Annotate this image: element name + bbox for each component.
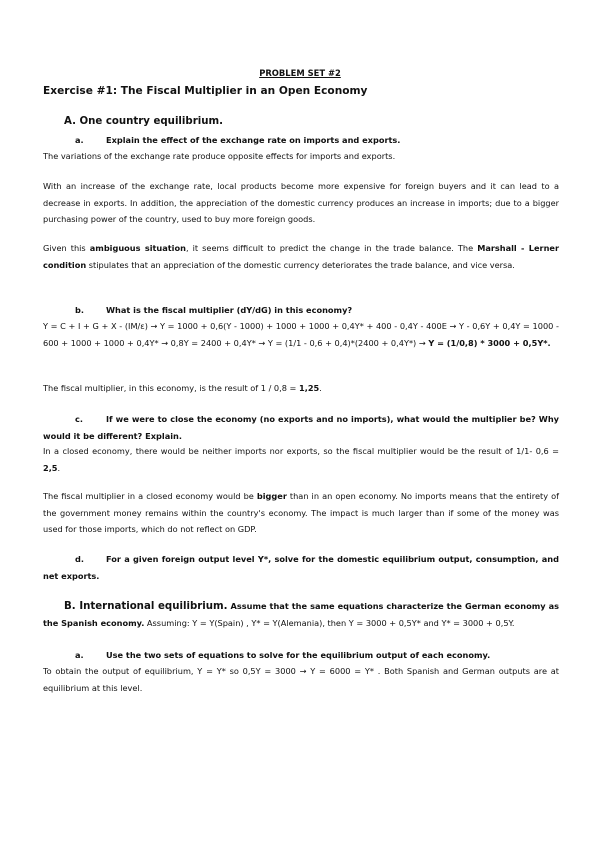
exercise-title: Exercise #1: The Fiscal Multiplier in an Open Economy	[43, 85, 368, 97]
section-b-heading: B. International equilibrium.	[64, 601, 228, 612]
question-b-text: What is the fiscal multiplier (dY/dG) in this economy?	[106, 305, 353, 315]
problem-set-title: PROBLEM SET #2	[259, 68, 341, 78]
text-run: stipulates that an appreciation of the domestic currency deteriorates the trade balance, and vice versa.	[86, 259, 515, 270]
question-b-a	[43, 647, 559, 664]
bold-run: ambiguous situation	[89, 243, 186, 253]
text-run: , it seems difficult to predict the change in the trade balance. The	[185, 243, 478, 253]
text-run: .	[319, 383, 322, 393]
question-d-letter: d.	[75, 554, 84, 564]
text-run: .	[57, 462, 61, 473]
bold-run: 2,5	[43, 462, 58, 473]
bold-run: Y = (1/0,8) * 3000 + 0,5Y*.	[428, 337, 551, 348]
text-run: The fiscal multiplier, in this economy, is the result of 1 / 0,8 =	[43, 383, 300, 393]
text-run: than in an open economy. No imports means that the entirety of the government money remains within the country's economy. The impact is much larger than if some of the money was used for those imports, which do not reflect on GDP.	[43, 491, 559, 535]
bold-run: bigger	[256, 491, 287, 501]
bold-run: Marshall - Lerner condition	[43, 243, 559, 270]
question-b-a-letter: a.	[75, 650, 84, 660]
text-run: Y = C + I + G + X - (IM/ε) → Y = 1000 + 0,6(Y - 1000) + 1000 + 1000 + 0,4Y* + 400 - 0,4Y - 400E → Y - 0,6Y + 0,4Y = 1000 - 600 + 1000 + 1000 + 0,4Y* → 0,8Y = 2400 + 0,4Y* → Y = (1/1 - 0,6 + 0,4)*(2400 + 0,4Y*) →	[43, 321, 559, 348]
bold-run: Assume that the same equations characterize the German economy as the Spanish economy.	[43, 601, 559, 628]
question-a-letter: a.	[75, 135, 84, 145]
question-b-multiplier	[43, 380, 559, 397]
question-b-a-answer: To obtain the output of equilibrium, Y = Y* so 0,5Y = 3000 → Y = 6000 = Y* . Both Spanish and German outputs are at equilibrium at this level.	[43, 666, 559, 693]
question-b	[43, 302, 559, 319]
question-b-letter: b.	[75, 305, 84, 315]
section-a-heading: A. One country equilibrium.	[64, 116, 223, 127]
question-a-answer: The variations of the exchange rate produce opposite effects for imports and exports.	[43, 151, 396, 161]
paragraph-marshall-lerner	[43, 240, 559, 273]
section-b-paragraph	[43, 598, 559, 632]
paragraph-exchange-rate: With an increase of the exchange rate, local products become more expensive for foreign buyers and it can lead to a decrease in exports. In addition, the appreciation of the domestic currency produces an increase in imports; due to a bigger purchasing power of the country, used to buy more foreign goods.	[43, 181, 559, 225]
paragraph-closed-economy	[43, 488, 559, 538]
question-c-answer	[43, 443, 559, 476]
question-c	[43, 411, 559, 444]
question-b-equation	[43, 318, 559, 351]
text-run: Assuming: Y = Y(Spain) , Y* = Y(Alemania), then Y = 3000 + 0,5Y* and Y* = 3000 + 0,5Y.	[144, 618, 515, 628]
question-b-a-text: Use the two sets of equations to solve for the equilibrium output of each economy.	[106, 650, 491, 660]
question-a-text: Explain the effect of the exchange rate on imports and exports.	[106, 135, 401, 145]
question-c-letter: c.	[75, 414, 83, 424]
question-c-text: If we were to close the economy (no exports and no imports), what would the multiplier be? Why would it be different? Explain.	[43, 414, 559, 441]
text-run: Given this	[43, 243, 90, 253]
question-a	[43, 132, 559, 149]
question-d	[43, 551, 559, 584]
bold-run: 1,25	[299, 383, 320, 393]
text-run: The fiscal multiplier in a closed economy would be	[43, 491, 257, 501]
text-run: In a closed economy, there would be neither imports nor exports, so the fiscal multiplier would be the result of 1/1- 0,6 =	[43, 446, 559, 456]
question-d-text: For a given foreign output level Y*, solve for the domestic equilibrium output, consumption, and net exports.	[43, 554, 559, 581]
